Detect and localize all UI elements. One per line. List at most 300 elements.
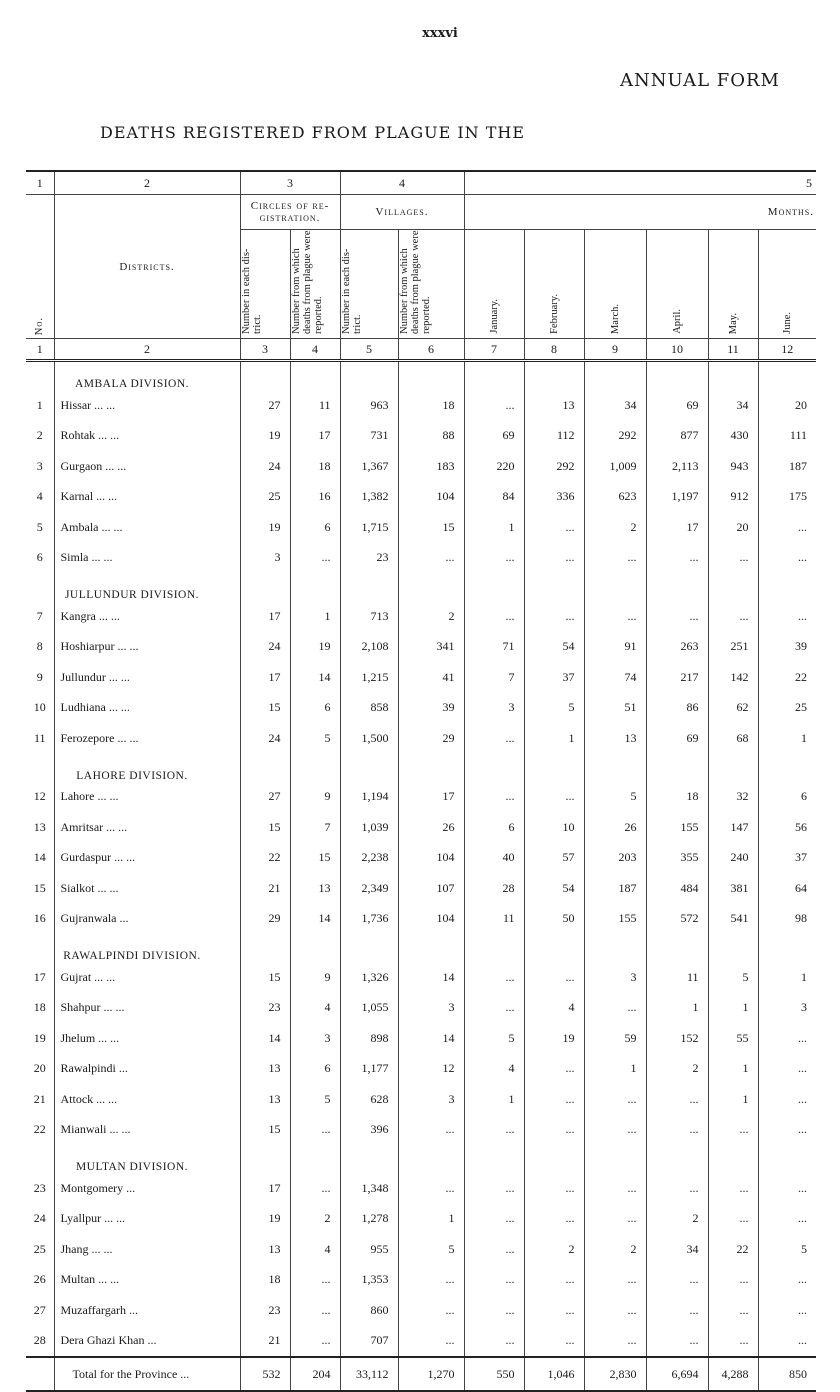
- table-row: [26, 693, 816, 724]
- row-value: ...: [758, 1204, 816, 1235]
- table-row: [26, 451, 816, 482]
- row-value: ...: [758, 1115, 816, 1146]
- row-value: ...: [584, 543, 646, 574]
- jun-header: June.: [781, 312, 793, 334]
- total-value: 4,288: [708, 1357, 758, 1391]
- row-value: 963: [340, 390, 398, 421]
- row-value: 17: [240, 662, 290, 693]
- row-value: 628: [340, 1084, 398, 1115]
- row-value: 14: [398, 962, 464, 993]
- row-value: 39: [398, 693, 464, 724]
- row-value: 1,736: [340, 904, 398, 935]
- row-value: ...: [524, 1084, 584, 1115]
- row-value: 16: [290, 482, 340, 513]
- column-number-row: [26, 171, 816, 195]
- row-value: ...: [524, 1204, 584, 1235]
- subnum-4: 4: [290, 339, 340, 361]
- row-value: 19: [240, 1204, 290, 1235]
- row-value: 13: [584, 723, 646, 754]
- row-value: 15: [290, 843, 340, 874]
- districts-header-cell: [54, 195, 240, 339]
- district-name: Shahpur ... ...: [54, 993, 240, 1024]
- row-value: 1,194: [340, 782, 398, 813]
- table-row: [26, 812, 816, 843]
- row-value: 1,382: [340, 482, 398, 513]
- subnum-9: 9: [584, 339, 646, 361]
- row-value: 34: [584, 390, 646, 421]
- row-value: 98: [758, 904, 816, 935]
- vil-rep-header: Number from which deaths from plague were reported.: [398, 230, 432, 334]
- row-value: 71: [464, 632, 524, 663]
- row-value: 18: [646, 782, 708, 813]
- district-name: Rawalpindi ...: [54, 1054, 240, 1085]
- row-value: 5: [758, 1234, 816, 1265]
- row-value: ...: [758, 1326, 816, 1358]
- division-row: [26, 573, 816, 601]
- row-value: 5: [708, 962, 758, 993]
- row-value: 56: [758, 812, 816, 843]
- row-value: 18: [240, 1265, 290, 1296]
- division-blank: [464, 934, 524, 962]
- row-value: 2: [290, 1204, 340, 1235]
- total-value: 204: [290, 1357, 340, 1391]
- table-row: [26, 512, 816, 543]
- division-blank: [524, 1145, 584, 1173]
- row-value: 860: [340, 1295, 398, 1326]
- division-blank: [464, 361, 524, 391]
- row-value: 6: [290, 1054, 340, 1085]
- division-blank: [758, 934, 816, 962]
- row-value: 88: [398, 421, 464, 452]
- division-blank: [464, 1145, 524, 1173]
- row-value: 34: [708, 390, 758, 421]
- row-value: 3: [584, 962, 646, 993]
- district-name: Sialkot ... ...: [54, 873, 240, 904]
- division-blank: [524, 754, 584, 782]
- row-value: 1,715: [340, 512, 398, 543]
- division-spacer: [26, 1145, 54, 1173]
- subnum-12: 12: [758, 339, 816, 361]
- subnum-11: 11: [708, 339, 758, 361]
- row-value: 25: [758, 693, 816, 724]
- row-value: ...: [398, 1265, 464, 1296]
- division-blank: [584, 361, 646, 391]
- division-blank: [398, 754, 464, 782]
- circles-group-header: Circles of re-gistration.: [240, 195, 340, 230]
- row-value: ...: [290, 1115, 340, 1146]
- row-value: 2: [646, 1054, 708, 1085]
- row-value: 34: [646, 1234, 708, 1265]
- row-value: 13: [524, 390, 584, 421]
- district-name: Multan ... ...: [54, 1265, 240, 1296]
- table-row: [26, 1023, 816, 1054]
- row-value: 2,113: [646, 451, 708, 482]
- table-row: [26, 723, 816, 754]
- division-row: [26, 754, 816, 782]
- division-blank: [584, 754, 646, 782]
- division-blank: [758, 361, 816, 391]
- no-header: No.: [34, 316, 46, 335]
- division-name: LAHORE DIVISION.: [54, 754, 240, 782]
- row-value: 5: [524, 693, 584, 724]
- row-value: 292: [584, 421, 646, 452]
- feb-header-cell: [524, 230, 584, 339]
- total-value: 532: [240, 1357, 290, 1391]
- row-value: ...: [646, 1326, 708, 1358]
- row-value: 15: [240, 1115, 290, 1146]
- division-blank: [240, 361, 290, 391]
- row-value: ...: [524, 1295, 584, 1326]
- row-value: 147: [708, 812, 758, 843]
- row-value: 27: [240, 782, 290, 813]
- division-blank: [708, 754, 758, 782]
- row-value: 19: [240, 512, 290, 543]
- row-value: ...: [398, 1295, 464, 1326]
- row-value: 541: [708, 904, 758, 935]
- row-value: ...: [708, 1295, 758, 1326]
- row-value: 11: [290, 390, 340, 421]
- division-spacer: [26, 573, 54, 601]
- row-value: ...: [464, 601, 524, 632]
- row-value: 1: [758, 723, 816, 754]
- row-value: ...: [464, 1326, 524, 1358]
- row-value: ...: [524, 1115, 584, 1146]
- row-value: 1,348: [340, 1173, 398, 1204]
- row-value: 69: [646, 390, 708, 421]
- row-value: 17: [646, 512, 708, 543]
- division-blank: [240, 754, 290, 782]
- row-value: 355: [646, 843, 708, 874]
- division-blank: [290, 573, 340, 601]
- subnum-5: 5: [340, 339, 398, 361]
- total-row: [26, 1357, 816, 1391]
- row-value: 183: [398, 451, 464, 482]
- circ-num-header-cell: [240, 230, 290, 339]
- row-value: 24: [240, 723, 290, 754]
- row-value: 69: [646, 723, 708, 754]
- row-value: 13: [290, 873, 340, 904]
- row-value: 1: [464, 512, 524, 543]
- total-value: 1,270: [398, 1357, 464, 1391]
- table-row: [26, 543, 816, 574]
- row-value: 187: [584, 873, 646, 904]
- division-blank: [340, 754, 398, 782]
- row-number: 9: [36, 669, 43, 684]
- division-blank: [758, 1145, 816, 1173]
- row-value: 21: [240, 873, 290, 904]
- row-value: 23: [240, 1295, 290, 1326]
- row-value: 14: [290, 662, 340, 693]
- table-row: [26, 962, 816, 993]
- districts-header: Districts.: [119, 260, 175, 273]
- district-name: Ambala ... ...: [54, 512, 240, 543]
- division-blank: [646, 361, 708, 391]
- division-blank: [646, 1145, 708, 1173]
- division-blank: [646, 573, 708, 601]
- row-value: 14: [290, 904, 340, 935]
- row-value: ...: [646, 1173, 708, 1204]
- division-blank: [340, 361, 398, 391]
- row-value: 955: [340, 1234, 398, 1265]
- division-row: [26, 934, 816, 962]
- row-value: 86: [646, 693, 708, 724]
- district-name: Jhelum ... ...: [54, 1023, 240, 1054]
- division-blank: [524, 361, 584, 391]
- row-value: 155: [584, 904, 646, 935]
- row-value: 29: [398, 723, 464, 754]
- row-value: 14: [398, 1023, 464, 1054]
- row-number: 8: [36, 639, 43, 654]
- row-value: ...: [524, 1173, 584, 1204]
- total-label: Total for the Province ...: [54, 1357, 240, 1391]
- row-value: ...: [584, 1265, 646, 1296]
- row-value: 19: [290, 632, 340, 663]
- row-value: 713: [340, 601, 398, 632]
- colnum-1: 1: [26, 171, 54, 195]
- row-value: ...: [524, 1265, 584, 1296]
- row-value: 39: [758, 632, 816, 663]
- row-value: 2,108: [340, 632, 398, 663]
- row-value: ...: [290, 543, 340, 574]
- row-value: ...: [398, 1173, 464, 1204]
- row-value: ...: [646, 543, 708, 574]
- row-value: 1: [524, 723, 584, 754]
- table-row: [26, 1295, 816, 1326]
- row-value: ...: [758, 512, 816, 543]
- division-blank: [240, 1145, 290, 1173]
- row-value: 22: [758, 662, 816, 693]
- row-value: 13: [240, 1084, 290, 1115]
- row-number: 2: [36, 428, 43, 443]
- row-value: 18: [398, 390, 464, 421]
- row-value: 64: [758, 873, 816, 904]
- row-value: 2: [584, 512, 646, 543]
- district-name: Hissar ... ...: [54, 390, 240, 421]
- division-blank: [758, 754, 816, 782]
- row-value: 2,349: [340, 873, 398, 904]
- table-row: [26, 1173, 816, 1204]
- row-value: 6: [758, 782, 816, 813]
- row-value: ...: [758, 543, 816, 574]
- row-value: 187: [758, 451, 816, 482]
- subnum-2: 2: [54, 339, 240, 361]
- row-value: 17: [290, 421, 340, 452]
- row-value: 1: [708, 1054, 758, 1085]
- row-value: ...: [646, 1084, 708, 1115]
- row-value: 1: [584, 1054, 646, 1085]
- row-value: ...: [758, 1023, 816, 1054]
- district-name: Ludhiana ... ...: [54, 693, 240, 724]
- row-value: 1: [290, 601, 340, 632]
- villages-group-header: Villages.: [340, 195, 464, 230]
- row-value: 4: [524, 993, 584, 1024]
- row-value: 858: [340, 693, 398, 724]
- colnum-5: 5: [464, 171, 816, 195]
- circ-rep-header: Number from which deaths from plague were reported.: [290, 230, 324, 334]
- row-value: ...: [398, 1326, 464, 1358]
- row-value: 2: [524, 1234, 584, 1265]
- district-name: Gurdaspur ... ...: [54, 843, 240, 874]
- row-value: ...: [464, 543, 524, 574]
- row-value: 19: [240, 421, 290, 452]
- row-value: 62: [708, 693, 758, 724]
- total-value: 2,830: [584, 1357, 646, 1391]
- row-value: ...: [758, 1265, 816, 1296]
- row-value: 3: [758, 993, 816, 1024]
- division-name: RAWALPINDI DIVISION.: [54, 934, 240, 962]
- mar-header: March.: [609, 303, 621, 334]
- row-number: 14: [33, 850, 46, 865]
- row-value: 1,039: [340, 812, 398, 843]
- row-value: ...: [584, 1326, 646, 1358]
- row-number: 12: [33, 789, 46, 804]
- row-value: ...: [524, 512, 584, 543]
- division-blank: [464, 754, 524, 782]
- row-value: 251: [708, 632, 758, 663]
- row-value: 27: [240, 390, 290, 421]
- total-value: 33,112: [340, 1357, 398, 1391]
- row-value: 15: [398, 512, 464, 543]
- row-value: 336: [524, 482, 584, 513]
- row-value: ...: [758, 1295, 816, 1326]
- division-blank: [524, 573, 584, 601]
- row-value: 707: [340, 1326, 398, 1358]
- row-value: ...: [584, 993, 646, 1024]
- row-number: 26: [33, 1272, 46, 1287]
- table-row: [26, 421, 816, 452]
- district-name: Lahore ... ...: [54, 782, 240, 813]
- district-name: Rohtak ... ...: [54, 421, 240, 452]
- division-name: MULTAN DIVISION.: [54, 1145, 240, 1173]
- row-value: ...: [708, 543, 758, 574]
- row-number: 21: [33, 1091, 46, 1106]
- row-value: 3: [398, 1084, 464, 1115]
- division-blank: [708, 361, 758, 391]
- row-value: ...: [708, 1115, 758, 1146]
- district-name: Hoshiarpur ... ...: [54, 632, 240, 663]
- row-value: ...: [524, 543, 584, 574]
- division-blank: [584, 573, 646, 601]
- row-value: 24: [240, 451, 290, 482]
- district-name: Jhang ... ...: [54, 1234, 240, 1265]
- table-row: [26, 1234, 816, 1265]
- table-row: [26, 1115, 816, 1146]
- page-number: xxxvi: [422, 26, 458, 41]
- row-number: 1: [36, 397, 43, 412]
- plague-deaths-table: [26, 170, 816, 1392]
- row-value: ...: [290, 1265, 340, 1296]
- row-number: 3: [36, 458, 43, 473]
- row-value: 155: [646, 812, 708, 843]
- division-spacer: [26, 934, 54, 962]
- division-blank: [524, 934, 584, 962]
- sub-number-row: [26, 339, 816, 361]
- row-value: ...: [758, 1173, 816, 1204]
- row-value: 203: [584, 843, 646, 874]
- row-value: ...: [708, 1173, 758, 1204]
- district-name: Lyallpur ... ...: [54, 1204, 240, 1235]
- row-value: 1: [398, 1204, 464, 1235]
- row-value: 263: [646, 632, 708, 663]
- division-row: [26, 1145, 816, 1173]
- row-value: ...: [398, 543, 464, 574]
- colnum-2: 2: [54, 171, 240, 195]
- row-value: 13: [240, 1234, 290, 1265]
- row-value: 14: [240, 1023, 290, 1054]
- row-value: ...: [708, 1326, 758, 1358]
- row-number: 10: [33, 700, 46, 715]
- row-value: 2,238: [340, 843, 398, 874]
- row-value: 1: [464, 1084, 524, 1115]
- district-name: Gujrat ... ...: [54, 962, 240, 993]
- no-header-cell: [26, 195, 54, 339]
- row-value: 9: [290, 962, 340, 993]
- division-blank: [708, 934, 758, 962]
- district-name: Attock ... ...: [54, 1084, 240, 1115]
- table-row: [26, 1084, 816, 1115]
- table-row: [26, 1204, 816, 1235]
- months-group-header: Months.: [464, 195, 816, 230]
- row-value: 15: [240, 812, 290, 843]
- row-value: 91: [584, 632, 646, 663]
- row-value: 5: [290, 1084, 340, 1115]
- row-value: ...: [524, 962, 584, 993]
- row-value: ...: [758, 1084, 816, 1115]
- table-row: [26, 873, 816, 904]
- district-name: Karnal ... ...: [54, 482, 240, 513]
- division-blank: [398, 934, 464, 962]
- division-spacer: [26, 361, 54, 391]
- division-blank: [240, 573, 290, 601]
- table-row: [26, 482, 816, 513]
- row-value: 51: [584, 693, 646, 724]
- district-name: Muzaffargarh ...: [54, 1295, 240, 1326]
- row-value: ...: [646, 1115, 708, 1146]
- row-value: 572: [646, 904, 708, 935]
- row-value: 292: [524, 451, 584, 482]
- row-value: ...: [584, 1204, 646, 1235]
- row-value: ...: [464, 962, 524, 993]
- row-number: 18: [33, 1000, 46, 1015]
- row-value: 41: [398, 662, 464, 693]
- jan-header: January.: [488, 299, 500, 334]
- total-spacer: [26, 1357, 54, 1391]
- row-value: 1,326: [340, 962, 398, 993]
- row-value: 20: [708, 512, 758, 543]
- subnum-8: 8: [524, 339, 584, 361]
- division-blank: [340, 573, 398, 601]
- subnum-10: 10: [646, 339, 708, 361]
- subnum-1: 1: [26, 339, 54, 361]
- row-value: ...: [758, 601, 816, 632]
- row-number: 24: [33, 1211, 46, 1226]
- row-value: 37: [524, 662, 584, 693]
- row-value: 396: [340, 1115, 398, 1146]
- row-value: 11: [464, 904, 524, 935]
- division-blank: [464, 573, 524, 601]
- subnum-7: 7: [464, 339, 524, 361]
- jun-header-cell: [758, 230, 816, 339]
- division-blank: [584, 934, 646, 962]
- row-value: 22: [708, 1234, 758, 1265]
- row-value: 1,197: [646, 482, 708, 513]
- division-spacer: [26, 754, 54, 782]
- total-value: 1,046: [524, 1357, 584, 1391]
- subnum-3: 3: [240, 339, 290, 361]
- district-name: Montgomery ...: [54, 1173, 240, 1204]
- row-value: 55: [708, 1023, 758, 1054]
- row-value: ...: [464, 1204, 524, 1235]
